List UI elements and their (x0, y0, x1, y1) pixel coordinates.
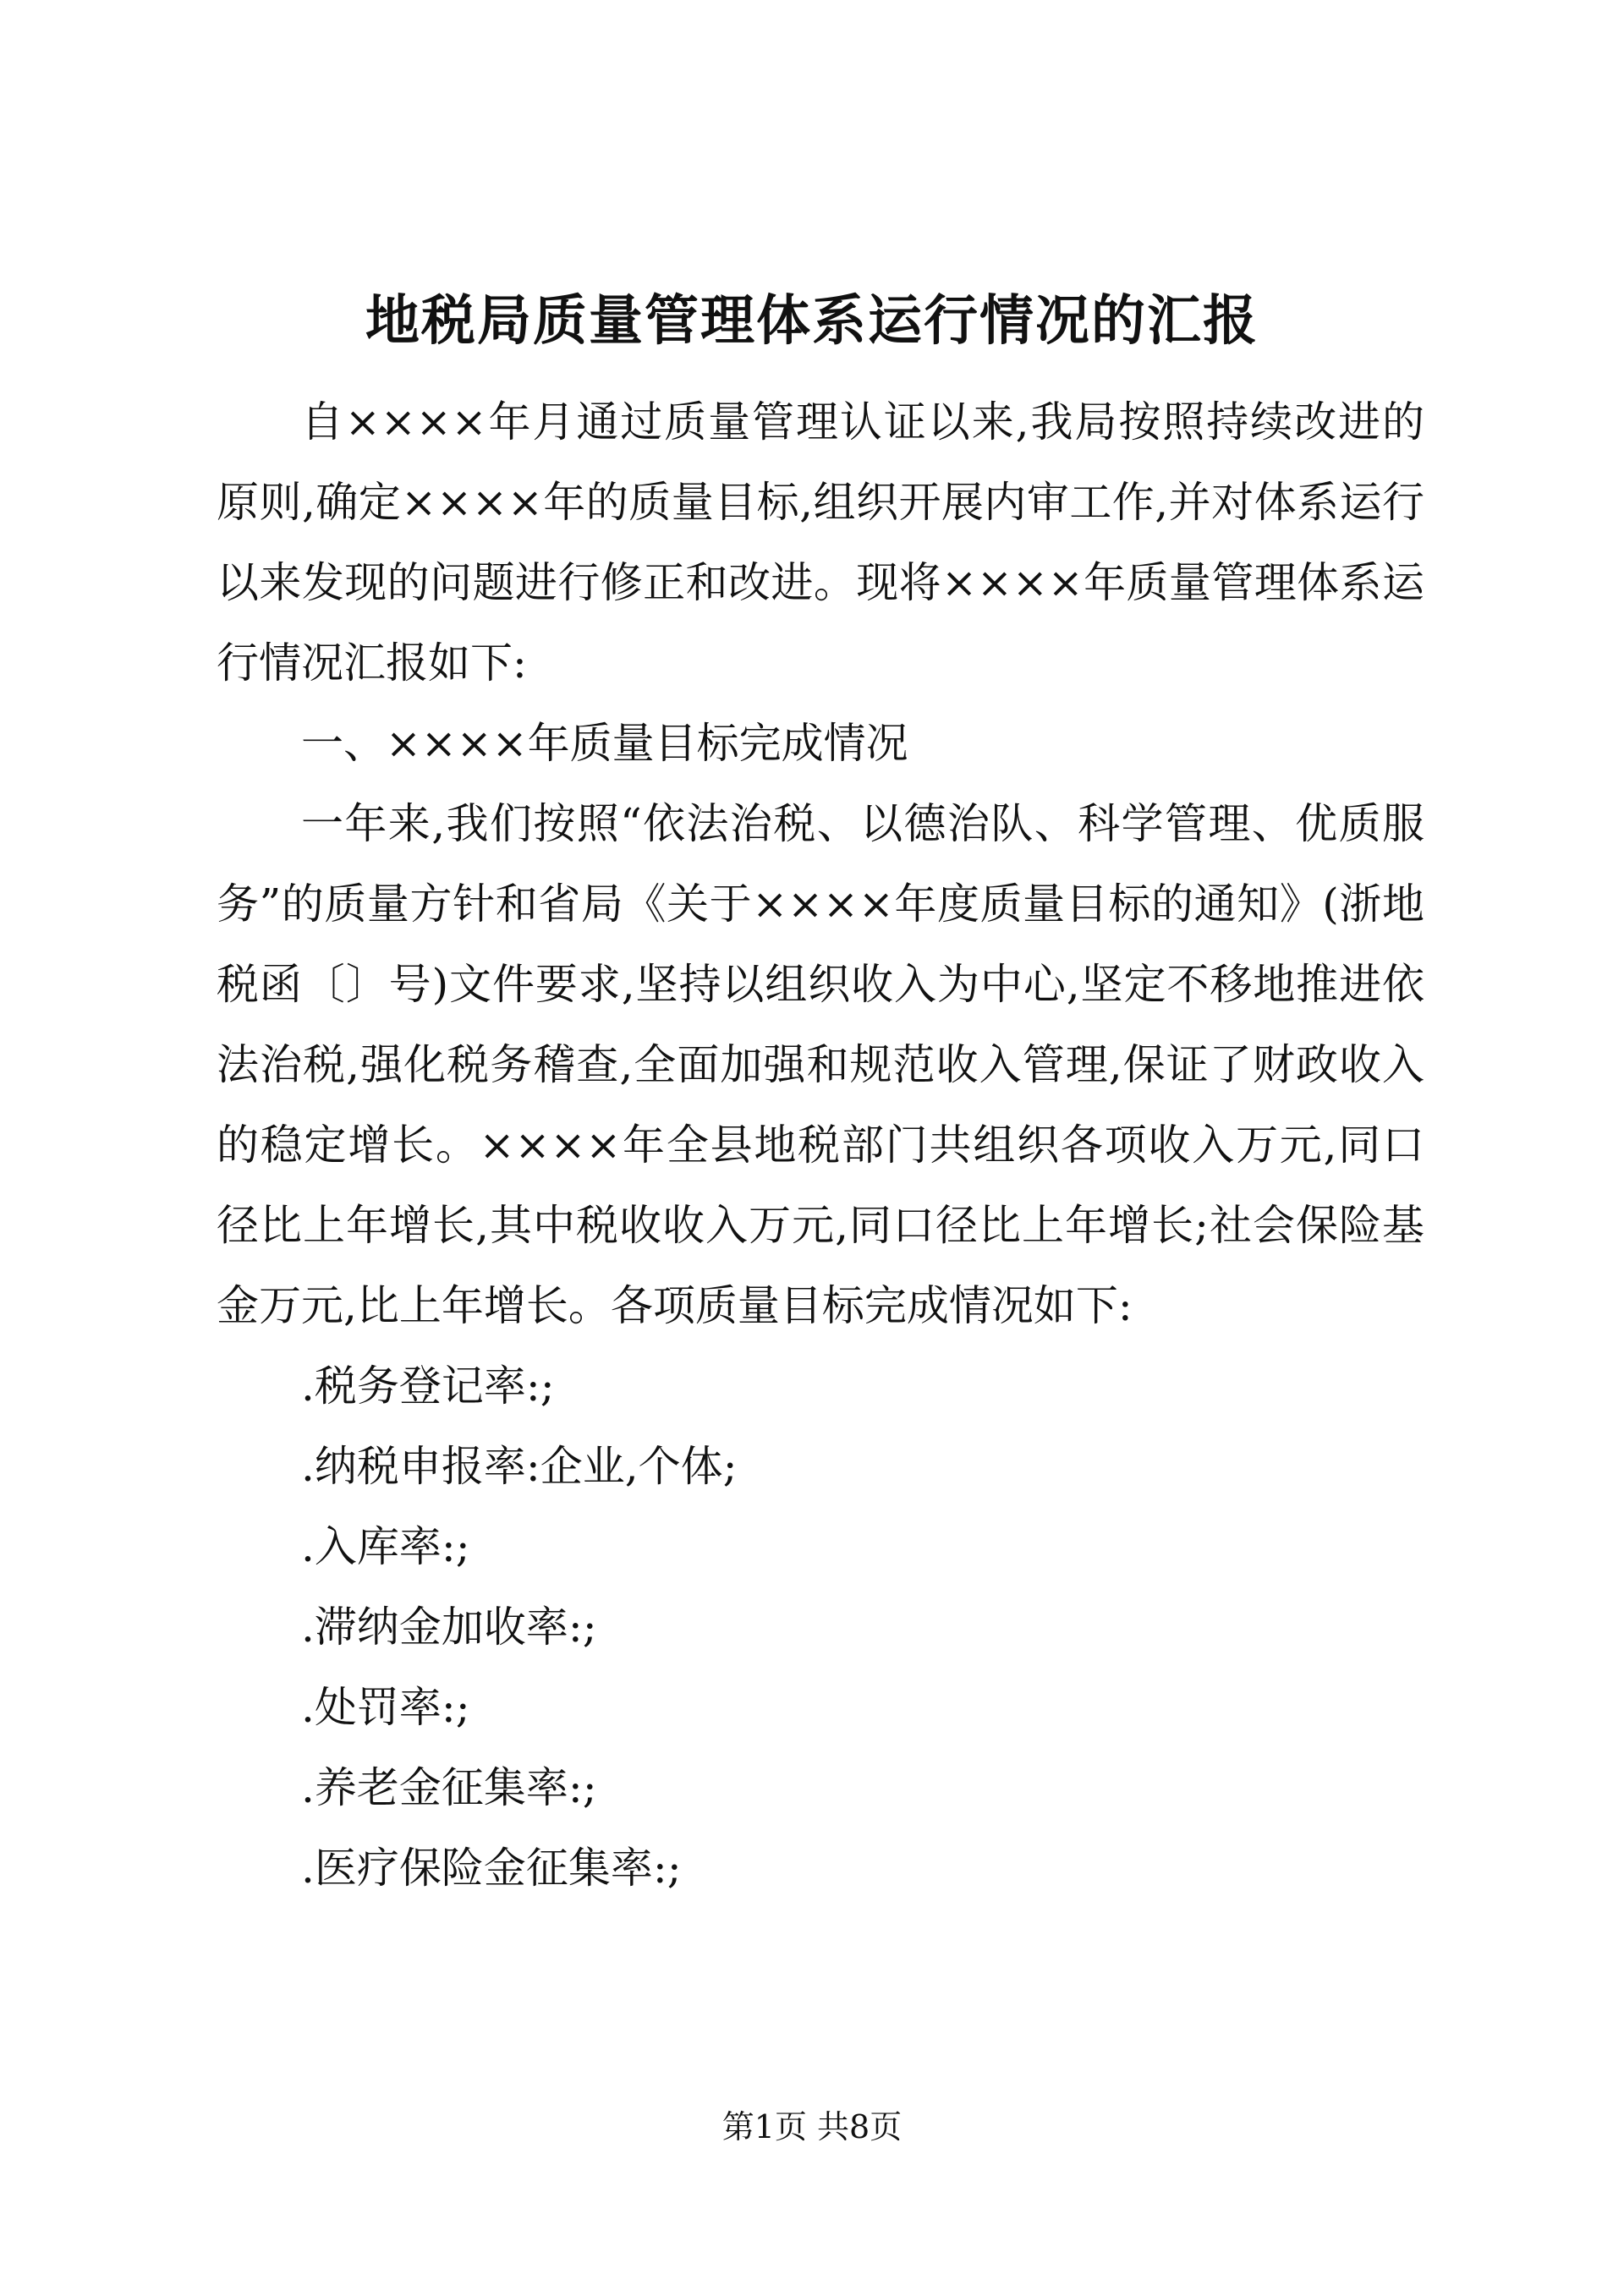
document-title: 地税局质量管理体系运行情况的汇报 (365, 290, 1259, 353)
page-number-footer: 第1页 共8页 (721, 2108, 903, 2145)
results-paragraph: 一年来,我们按照“依法治税、以德治队、科学管理、优质服务”的质量方针和省局《关于××××年度质量目标的通知》(浙地税函〔〕号)文件要求,坚持以组织收入为中心,坚定不移地推进依法治税,强化税务稽查,全面加强和规范收入管理,保证了财政收入的稳定增长。××××年全县地税部门共组织各项收入万元,同口径比上年增长,其中税收收入万元,同口径比上年增长;社会保险基金万元,比上年增长。各项质量目标完成情况如下: (217, 799, 1424, 1330)
list-item: .入库率:; (301, 1522, 470, 1571)
list-item: .税务登记率:; (301, 1362, 555, 1411)
intro-paragraph: 自××××年月通过质量管理认证以来,我局按照持续改进的原则,确定××××年的质量目标,组织开展内审工作,并对体系运行以来发现的问题进行修正和改进。现将××××年质量管理体系运行情况汇报如下: (217, 397, 1424, 688)
list-item: .医疗保险金征集率:; (301, 1844, 682, 1893)
list-item: .纳税申报率:企业,个体; (301, 1442, 738, 1491)
section-heading: 一、××××年质量目标完成情况 (301, 719, 908, 768)
list-item: .滞纳金加收率:; (301, 1603, 597, 1652)
list-item: .处罚率:; (301, 1683, 470, 1732)
list-item: .养老金征集率:; (301, 1763, 597, 1812)
document-body (217, 382, 1424, 1909)
